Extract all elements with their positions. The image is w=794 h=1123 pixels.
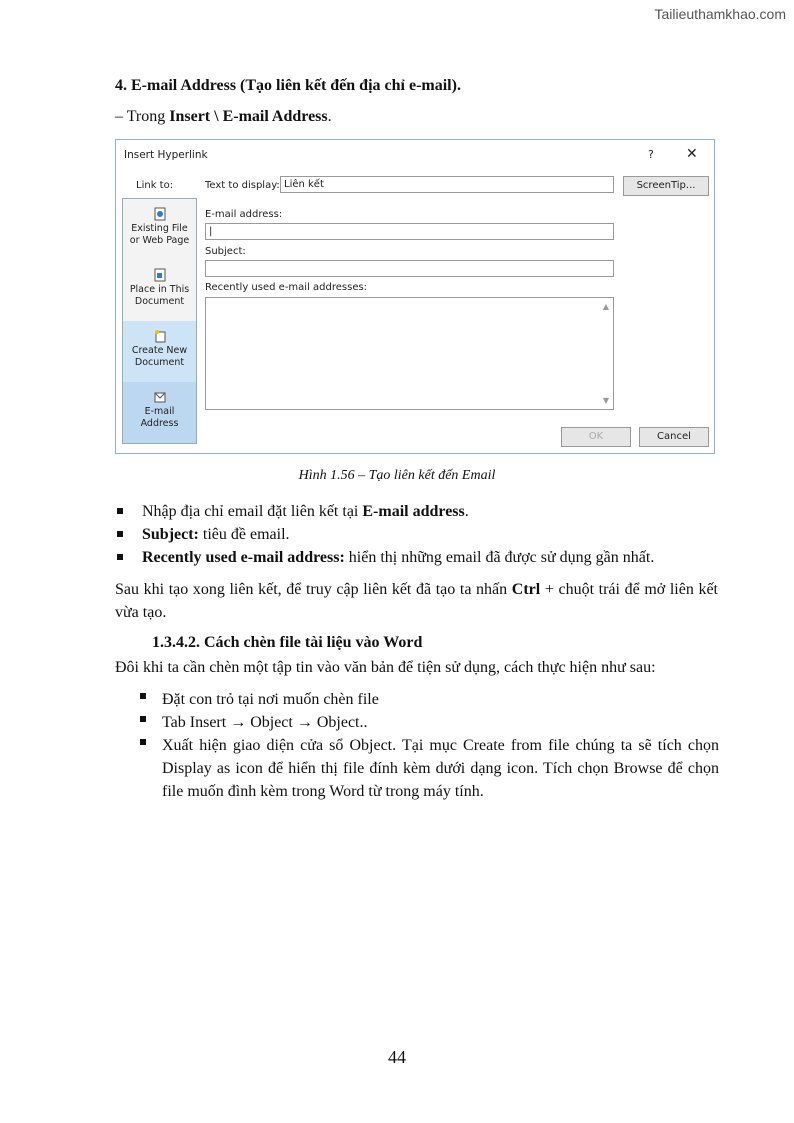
- screentip-button[interactable]: ScreenTip...: [623, 176, 709, 196]
- subject-input[interactable]: [205, 260, 614, 277]
- paragraph-intro: Đôi khi ta cần chèn một tập tin vào văn bản để tiện sử dụng, cách thực hiện như sau:: [115, 659, 656, 676]
- text-to-display-input[interactable]: Liên kết: [280, 176, 614, 193]
- sidebar-label: Place in This: [129, 284, 190, 295]
- email-address-input[interactable]: |: [205, 223, 614, 240]
- sidebar-label: Document: [134, 296, 185, 307]
- link-to-label: Link to:: [136, 180, 174, 191]
- sidebar-label: E-mail: [144, 406, 175, 417]
- scroll-down-icon[interactable]: ▼: [602, 396, 609, 405]
- insert-path-line: – Trong Insert \ E-mail Address.: [115, 108, 332, 125]
- subject-label: Subject:: [205, 246, 246, 257]
- bullet-square-icon: [117, 531, 123, 537]
- link-to-sidebar: [122, 198, 197, 444]
- bullet-square-icon: [140, 693, 146, 699]
- text-to-display-label: Text to display:: [205, 180, 280, 191]
- new-document-icon: [154, 329, 166, 343]
- sidebar-label: Address: [140, 418, 179, 429]
- sidebar-item-existing-file[interactable]: [123, 199, 196, 260]
- dialog-title: Insert Hyperlink: [124, 149, 208, 161]
- paragraph-ctrl-click: Sau khi tạo xong liên kết, để truy cập liên kết đã tạo ta nhấn Ctrl + chuột trái để mở liên kết vừa tạo.: [115, 581, 719, 621]
- bullet-square-icon: [117, 508, 123, 514]
- sidebar-label: Create New: [131, 345, 188, 356]
- subsection-heading: 1.3.4.2. Cách chèn file tài liệu vào Word: [152, 634, 423, 651]
- sidebar-label: or Web Page: [129, 235, 190, 246]
- bullet-square-icon: [140, 739, 146, 745]
- scroll-up-icon[interactable]: ▲: [602, 302, 609, 311]
- web-page-icon: [154, 207, 166, 221]
- page-number: 44: [388, 1047, 406, 1067]
- bullet-square-icon: [117, 554, 123, 560]
- section-heading: 4. E-mail Address (Tạo liên kết đến địa chỉ e-mail).: [115, 77, 461, 94]
- close-button[interactable]: ✕: [686, 146, 698, 162]
- document-place-icon: [154, 268, 166, 282]
- sidebar-item-place-in-document[interactable]: [123, 260, 196, 321]
- sidebar-label: Document: [134, 357, 185, 368]
- email-address-label: E-mail address:: [205, 209, 283, 220]
- help-button[interactable]: ?: [648, 148, 654, 161]
- cancel-button[interactable]: Cancel: [639, 427, 709, 447]
- recent-emails-list[interactable]: [205, 297, 614, 410]
- email-icon: [154, 390, 166, 404]
- sidebar-item-email-address[interactable]: [123, 382, 196, 443]
- sidebar-item-create-new[interactable]: [123, 321, 196, 382]
- sidebar-label: Existing File: [131, 223, 188, 234]
- bullet-square-icon: [140, 716, 146, 722]
- recent-emails-label: Recently used e-mail addresses:: [205, 282, 368, 293]
- insert-hyperlink-dialog: [115, 139, 715, 454]
- figure-caption: Hình 1.56 – Tạo liên kết đến Email: [298, 468, 496, 483]
- ok-button[interactable]: OK: [561, 427, 631, 447]
- watermark: Tailieuthamkhao.com: [654, 6, 786, 22]
